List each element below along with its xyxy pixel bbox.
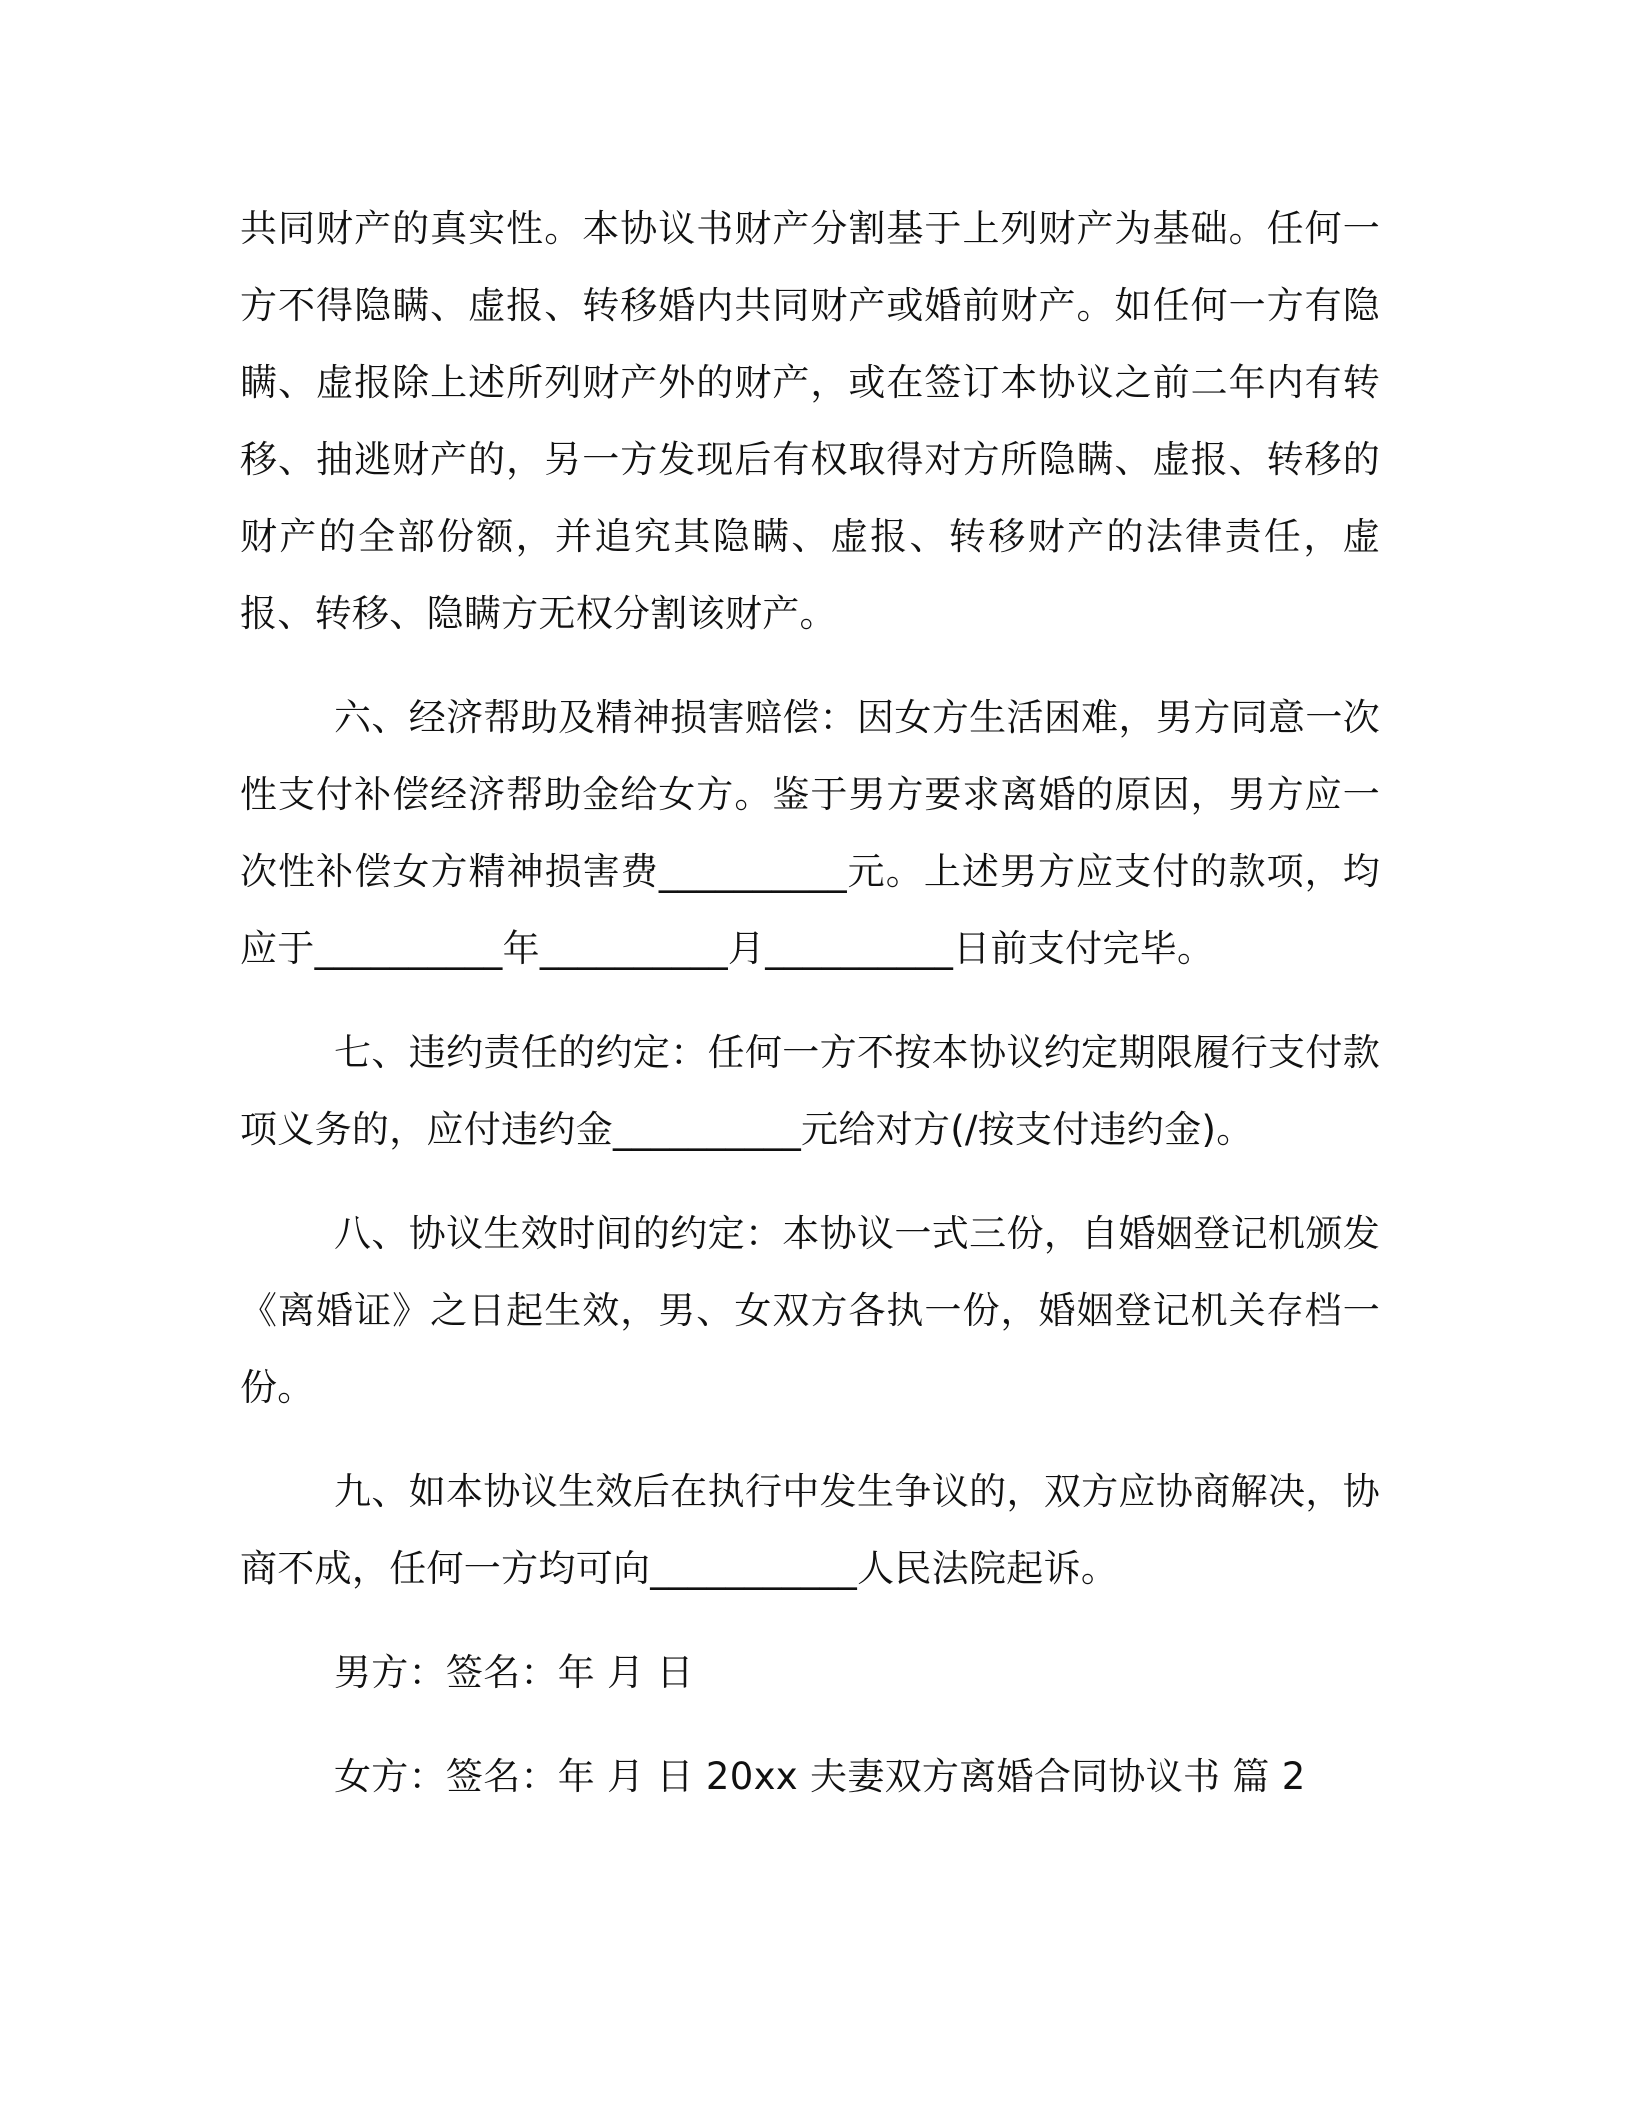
paragraph-spacer [240, 1168, 1380, 1195]
document-body [240, 190, 1380, 1815]
signature-line-male: 男方：签名：年 月 日 [334, 1651, 694, 1694]
paragraph-spacer [240, 987, 1380, 1014]
paragraph-clause-nine: 九、如本协议生效后在执行中发生争议的，双方应协商解决，协商不成，任何一方均可向___________人民法院起诉。 [240, 1470, 1380, 1590]
paragraph-clause-seven: 七、违约责任的约定：任何一方不按本协议约定期限履行支付款项义务的，应付违约金__________元给对方(/按支付违约金)。 [240, 1031, 1380, 1151]
paragraph-spacer [240, 652, 1380, 679]
paragraph-clause-six: 六、经济帮助及精神损害赔偿：因女方生活困难，男方同意一次性支付补偿经济帮助金给女方。鉴于男方要求离婚的原因，男方应一次性补偿女方精神损害费__________元。上述男方应支付的款项，均应于__________年__________月__________日前支付完毕。 [240, 696, 1380, 970]
paragraph-spacer [240, 1711, 1380, 1738]
paragraph-property-disclosure: 共同财产的真实性。本协议书财产分割基于上列财产为基础。任何一方不得隐瞒、虚报、转移婚内共同财产或婚前财产。如任何一方有隐瞒、虚报除上述所列财产外的财产，或在签订本协议之前二年内有转移、抽逃财产的，另一方发现后有权取得对方所隐瞒、虚报、转移的财产的全部份额，并追究其隐瞒、虚报、转移财产的法律责任，虚报、转移、隐瞒方无权分割该财产。 [240, 207, 1380, 635]
paragraph-spacer [240, 1426, 1380, 1453]
paragraph-spacer [240, 1607, 1380, 1634]
paragraph-clause-eight: 八、协议生效时间的约定：本协议一式三份，自婚姻登记机颁发《离婚证》之日起生效，男、女双方各执一份，婚姻登记机关存档一份。 [240, 1212, 1380, 1409]
signature-line-female: 女方：签名：年 月 日 20xx 夫妻双方离婚合同协议书 篇 2 [334, 1755, 1306, 1798]
